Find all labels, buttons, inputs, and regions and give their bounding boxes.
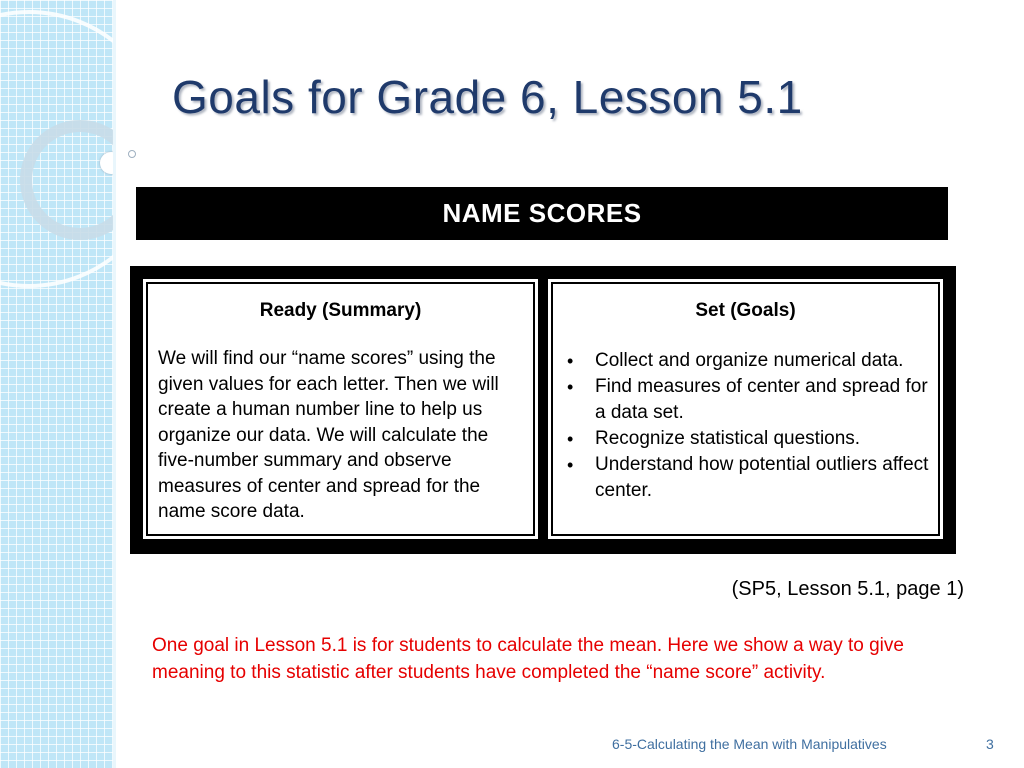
set-goals-cell <box>546 277 945 541</box>
ready-summary-cell <box>141 277 540 541</box>
decorative-side-band <box>0 0 113 768</box>
ready-summary-heading: Ready (Summary) <box>259 300 422 321</box>
lesson-summary-table <box>130 266 956 554</box>
goal-item: • Find measures of center and spread for a data set. <box>563 374 930 426</box>
name-scores-banner: NAME SCORES <box>136 187 948 240</box>
page-number: 3 <box>986 736 994 752</box>
ready-summary-frame <box>146 282 535 536</box>
set-goals-frame <box>551 282 940 536</box>
goal-item: • Understand how potential outliers affect center. <box>563 452 930 504</box>
slide-title: Goals for Grade 6, Lesson 5.1 <box>172 71 803 123</box>
side-band-edge <box>113 0 116 768</box>
ready-summary-text: We will find our “name scores” using the given values for each letter. Then we will create a human number line to help us organize our data. We will calculate the five-number summary and observe measures of center and spread for the name score data. <box>158 348 499 522</box>
goals-list <box>563 348 930 504</box>
goal-item: • Collect and organize numerical data. <box>563 348 930 374</box>
instructor-note: One goal in Lesson 5.1 is for students to calculate the mean. Here we show a way to give meaning to this statistic after students have completed the “name score” activity. <box>152 635 904 683</box>
source-citation: (SP5, Lesson 5.1, page 1) <box>731 578 964 600</box>
set-goals-heading: Set (Goals) <box>695 300 796 321</box>
goal-item: • Recognize statistical questions. <box>563 426 930 452</box>
decorative-dot <box>128 150 136 158</box>
slide-footer: 6-5-Calculating the Mean with Manipulatives <box>612 736 887 752</box>
